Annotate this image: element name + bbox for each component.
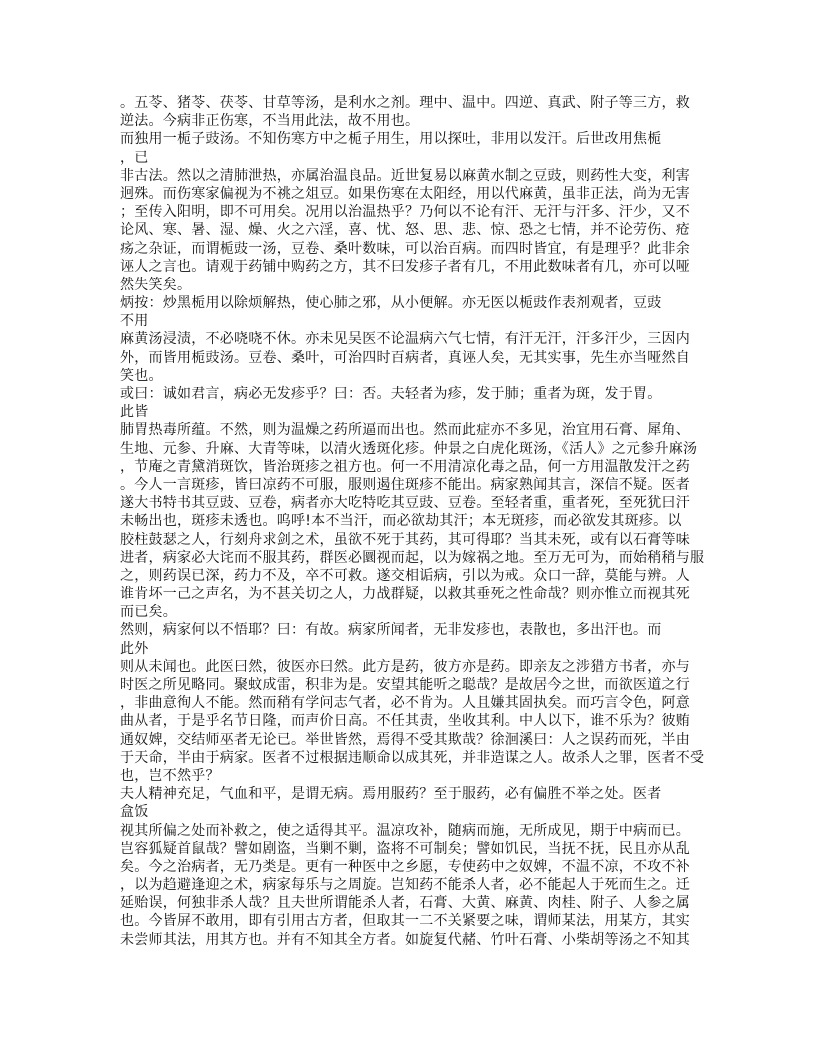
text-line: 胶柱鼓瑟之人，行刻舟求剑之术，虽欲不死于其药，其可得耶？当其未死，或有以石膏等味 [120, 531, 690, 548]
text-line: 进者，病家必大诧而不服其药，群医必圜视而起，以为嫁祸之地。至万无可为，而始稍稍与服 [120, 549, 705, 566]
text-line: 非古法。然以之清肺泄热，亦属治温良品。近世复易以麻黄水制之豆豉，则药性大变，利害 [120, 167, 690, 184]
text-line: 矣。今之治病者，无乃类是。更有一种医中之乡愿，专使药中之奴婢，不温不凉，不攻不补 [120, 858, 690, 875]
text-line: 视其所偏之处而补救之，使之适得其平。温凉攻补，随病而施，无所成见，期于中病而已。 [120, 822, 690, 839]
text-line: 外，而皆用栀豉汤。豆卷、桑叶，可治四时百病者，真诬人矣，无其实事，先生亦当哑然自 [120, 349, 690, 366]
text-line: 笑也。 [120, 367, 163, 384]
text-line: 肺胃热毒所蕴。不然，则为温燥之药所逼而出也。然而此症亦不多见，治宜用石膏、犀角、 [120, 422, 690, 439]
text-line: 。今人一言斑疹，皆曰凉药不可服，服则遏住斑疹不能出。病家熟闻其言，深信不疑。医者 [120, 476, 690, 493]
text-line: 通奴婢，交结师巫者无论已。举世皆然，焉得不受其欺哉？徐洄溪曰：人之误药而死，半由 [120, 731, 690, 748]
text-line: 延贻误，何独非杀人哉？且夫世所谓能杀人者，石膏、大黄、麻黄、肉桂、附子、人参之属 [120, 895, 690, 912]
text-line: 盒饭 [120, 804, 149, 821]
text-line: 此皆 [120, 404, 149, 421]
text-line: 生地、元参、升麻、大青等味，以清火透斑化疹。仲景之白虎化斑汤，《活人》之元参升麻汤 [120, 440, 698, 457]
text-line: 炳按：炒黑栀用以除烦解热，使心肺之邪，从小便解。亦无医以栀豉作表剂观者，豆豉 [120, 295, 662, 312]
text-line: 迥殊。而伤寒家偏视为不祧之俎豆。如果伤寒在太阳经，用以代麻黄，虽非正法，尚为无害 [120, 185, 690, 202]
text-line: 疡之杂证，而谓栀豉一汤，豆卷、桑叶数味，可以治百病。而四时皆宜，有是理乎？此非余 [120, 240, 690, 257]
text-line: 曲从者，于是乎名节日隆，而声价日高。不任其责，坐收其利。中人以下，谁不乐为？彼贿 [120, 713, 690, 730]
text-line: 论风、寒、暑、湿、燥、火之六淫，喜、忧、怒、思、悲、惊、恐之七情，并不论劳伤、疮 [120, 222, 690, 239]
text-line: 。五苓、猪苓、茯苓、甘草等汤，是利水之剂。理中、温中。四逆、真武、附子等三方，救 [120, 95, 690, 111]
text-line: 则从未闻也。此医曰然，彼医亦曰然。此方是药，彼方亦是药。即亲友之涉猎方书者，亦与 [120, 658, 690, 675]
text-line: 此外 [120, 640, 149, 657]
text-line: 也。今皆屏不敢用，即有引用古方者，但取其一二不关紧要之味，谓师某法，用某方，其实 [120, 913, 690, 930]
text-line: 麻黄汤浸渍，不必哓哓不休。亦未见吴医不论温病六气七情，有汗无汗，汗多汗少，三因内 [120, 331, 690, 348]
text-line: ；至传入阳明，即不可用矣。况用以治温热乎？乃何以不论有汗、无汗与汗多、汗少，又不 [120, 204, 690, 221]
text-line: ，以为趋避逢迎之术，病家每乐与之周旋。岂知药不能杀人者，必不能起人于死而生之。迁 [120, 877, 690, 894]
text-line: 而独用一栀子豉汤。不知伤寒方中之栀子用生，用以探吐，非用以发汗。后世改用焦栀 [120, 131, 662, 148]
text-line: ，节庵之青黛消斑饮，皆治斑疹之祖方也。何一不用清凉化毒之品，何一方用温散发汗之药 [120, 458, 690, 475]
text-line: 诬人之言也。请观于药铺中购药之方，其不曰发疹子者有几，不用此数味者有几，亦可以哑 [120, 258, 690, 275]
text-line: 未畅出也，斑疹未透也。呜呼!本不当汗，而必欲劫其汗；本无斑疹，而必欲发其斑疹。以 [120, 513, 682, 530]
text-line: 未尝师其法，用其方也。并有不知其全方者。如旋复代赭、竹叶石膏、小柴胡等汤之不知其 [120, 931, 690, 948]
text-line: 谁肯坏一己之声名，为不甚关切之人，力战群疑，以救其垂死之性命哉？则亦惟立而视其死 [120, 586, 690, 603]
text-line: ，非曲意徇人不能。然而稍有学问志气者，必不肯为。人且嫌其固执矣。而巧言令色，阿意 [120, 695, 690, 712]
text-line: 于天命，半由于病家。医者不过根据违顺命以成其死，并非造谋之人。故杀人之罪，医者不受 [120, 749, 705, 766]
text-line: 而已矣。 [120, 604, 177, 621]
text-line: ，已 [120, 149, 149, 166]
text-line: 夫人精神充足，气血和平，是谓无病。焉用服药？至于服药，必有偏胜不举之处。医者 [120, 786, 662, 803]
text-line: 然则，病家何以不悟耶？曰：有故。病家所闻者，无非发疹也，表散也，多出汗也。而 [120, 622, 662, 639]
text-line: 遂大书特书其豆豉、豆卷，病者亦大吃特吃其豆豉、豆卷。至轻者重，重者死，至死犹曰汗 [120, 495, 690, 512]
text-line: 之，则药误已深，药力不及，卒不可救。遂交相诟病，引以为戒。众口一辞，莫能与辨。人 [120, 567, 690, 584]
document-page [120, 94, 710, 949]
text-line: 也，岂不然乎？ [120, 767, 220, 784]
text-line: 岂容狐疑首鼠哉？譬如剧盗，当剿不剿，盗将不可制矣；譬如饥民，当抚不抚，民且亦从乱 [120, 840, 690, 857]
text-line: 或曰：诚如君言，病必无发疹乎？曰：否。夫轻者为疹，发于肺；重者为斑，发于胃。 [120, 386, 662, 402]
text-line: 时医之所见略同。聚蚊成雷，积非为是。安望其能听之聪哉？是故居今之世，而欲医道之行 [120, 677, 690, 693]
text-line: 然失笑矣。 [120, 276, 192, 293]
text-line: 不用 [120, 313, 149, 330]
text-line: 逆法。今病非正伤寒，不当用此法，故不用也。 [120, 113, 420, 130]
